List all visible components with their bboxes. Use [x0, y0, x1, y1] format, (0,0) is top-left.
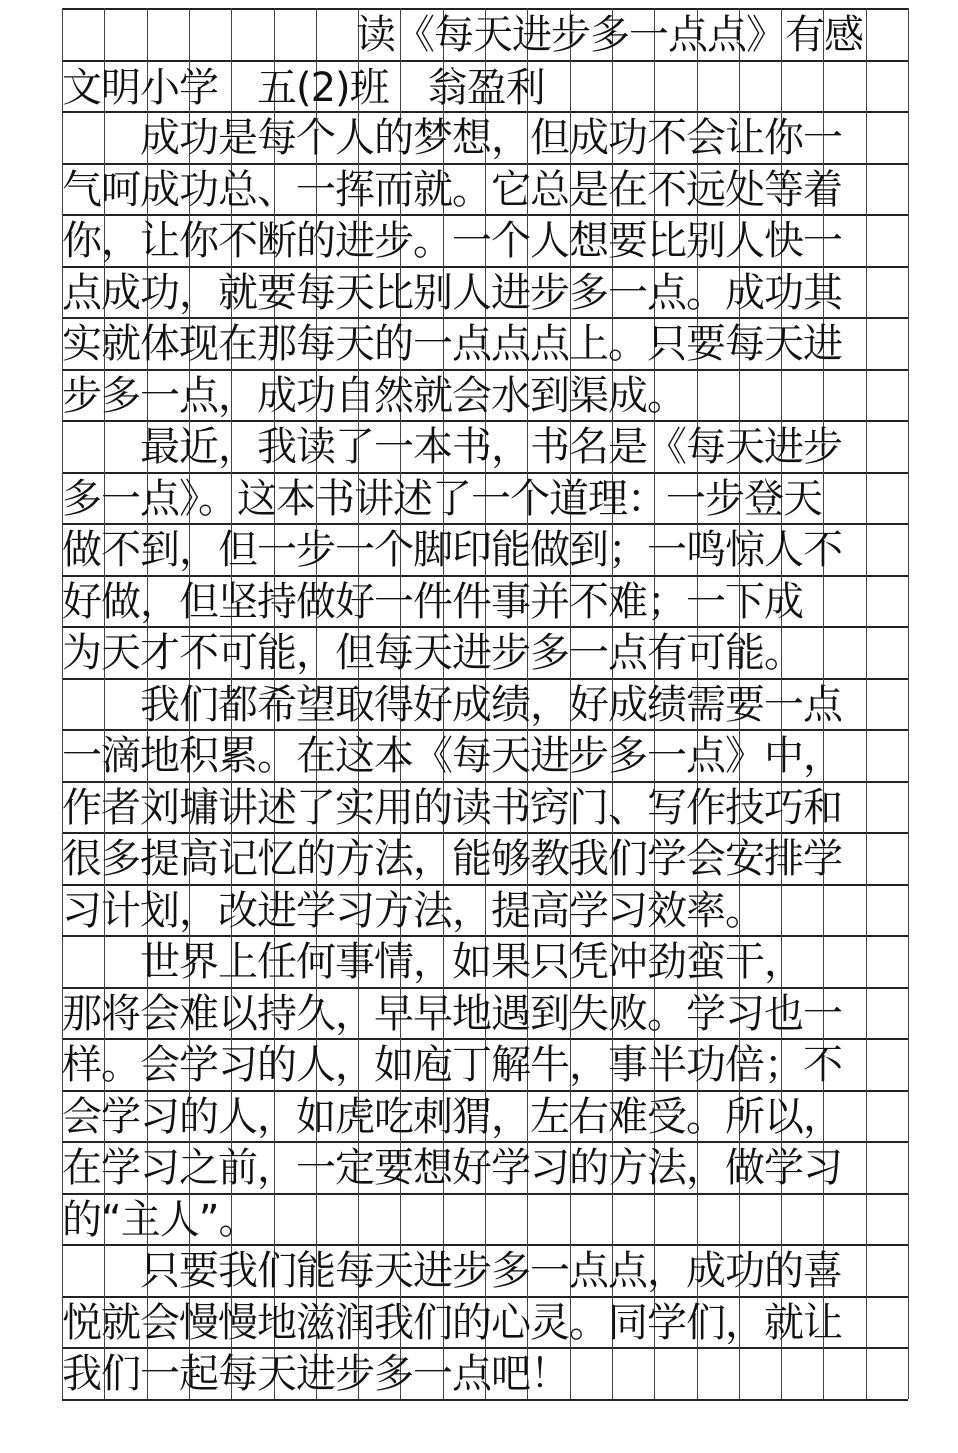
essay-title: 读《每天进步多一点点》有感 [356, 12, 863, 58]
essay-line: 气呵成功总、一挥而就。它总是在不远处等着 [62, 166, 842, 213]
essay-line: 很多提高记忆的方法，能够教我们学会安排学 [62, 836, 842, 882]
essay-line: 你，让你不断的进步。一个人想要比别人快一 [62, 218, 842, 264]
essay-line: 步多一点，成功自然就会水到渠成。 [62, 372, 686, 419]
essay-line: 习计划，改进学习方法，提高学习效率。 [62, 887, 764, 934]
essay-line: 样。会学习的人，如庖丁解牛，事半功倍；不 [62, 1042, 842, 1088]
essay-line: 只要我们能每天进步多一点点，成功的喜 [62, 1248, 842, 1294]
essay-line: 实就体现在那每天的一点点点上。只要每天进 [62, 321, 842, 367]
essay-line: 好做，但坚持做好一件件事并不难；一下成 [62, 578, 803, 625]
essay-line: 最近，我读了一本书，书名是《每天进步 [62, 424, 842, 470]
essay-line: 作者刘墉讲述了实用的读书窍门、写作技巧和 [62, 784, 842, 831]
essay-line: 成功是每个人的梦想，但成功不会让你一 [62, 115, 842, 161]
essay-line: 多一点》。这本书讲述了一个道理：一步登天 [62, 475, 822, 522]
essay-line: 我们都希望取得好成绩，好成绩需要一点 [62, 681, 842, 728]
essay-line: 世界上任何事情，如果只凭冲劲蛮干， [62, 939, 803, 985]
essay-line: 一滴地积累。在这本《每天进步多一点》中， [62, 733, 842, 779]
essay-line: 做不到，但一步一个脚印能做到；一鸣惊人不 [62, 527, 842, 573]
essay-line: 悦就会慢慢地滋润我们的心灵。同学们，就让 [62, 1299, 842, 1346]
essay-line [62, 1399, 908, 1453]
essay-line: 点成功，就要每天比别人进步多一点。成功其 [62, 269, 842, 316]
essay-line: 我们一起每天进步多一点吧！ [62, 1351, 569, 1397]
essay-line: 的“主人”。 [62, 1196, 258, 1243]
author-line: 文明小学 五(2)班 翁盈利 [62, 65, 545, 111]
essay-line: 会学习的人，如虎吃刺猬，左右难受。所以， [62, 1093, 842, 1140]
essay-line: 那将会难以持久，早早地遇到失败。学习也一 [62, 990, 842, 1037]
grid-column-line [908, 8, 909, 1399]
essay-line: 在学习之前，一定要想好学习的方法，做学习 [62, 1145, 842, 1191]
essay-line: 为天才不可能，但每天进步多一点有可能。 [62, 630, 803, 676]
